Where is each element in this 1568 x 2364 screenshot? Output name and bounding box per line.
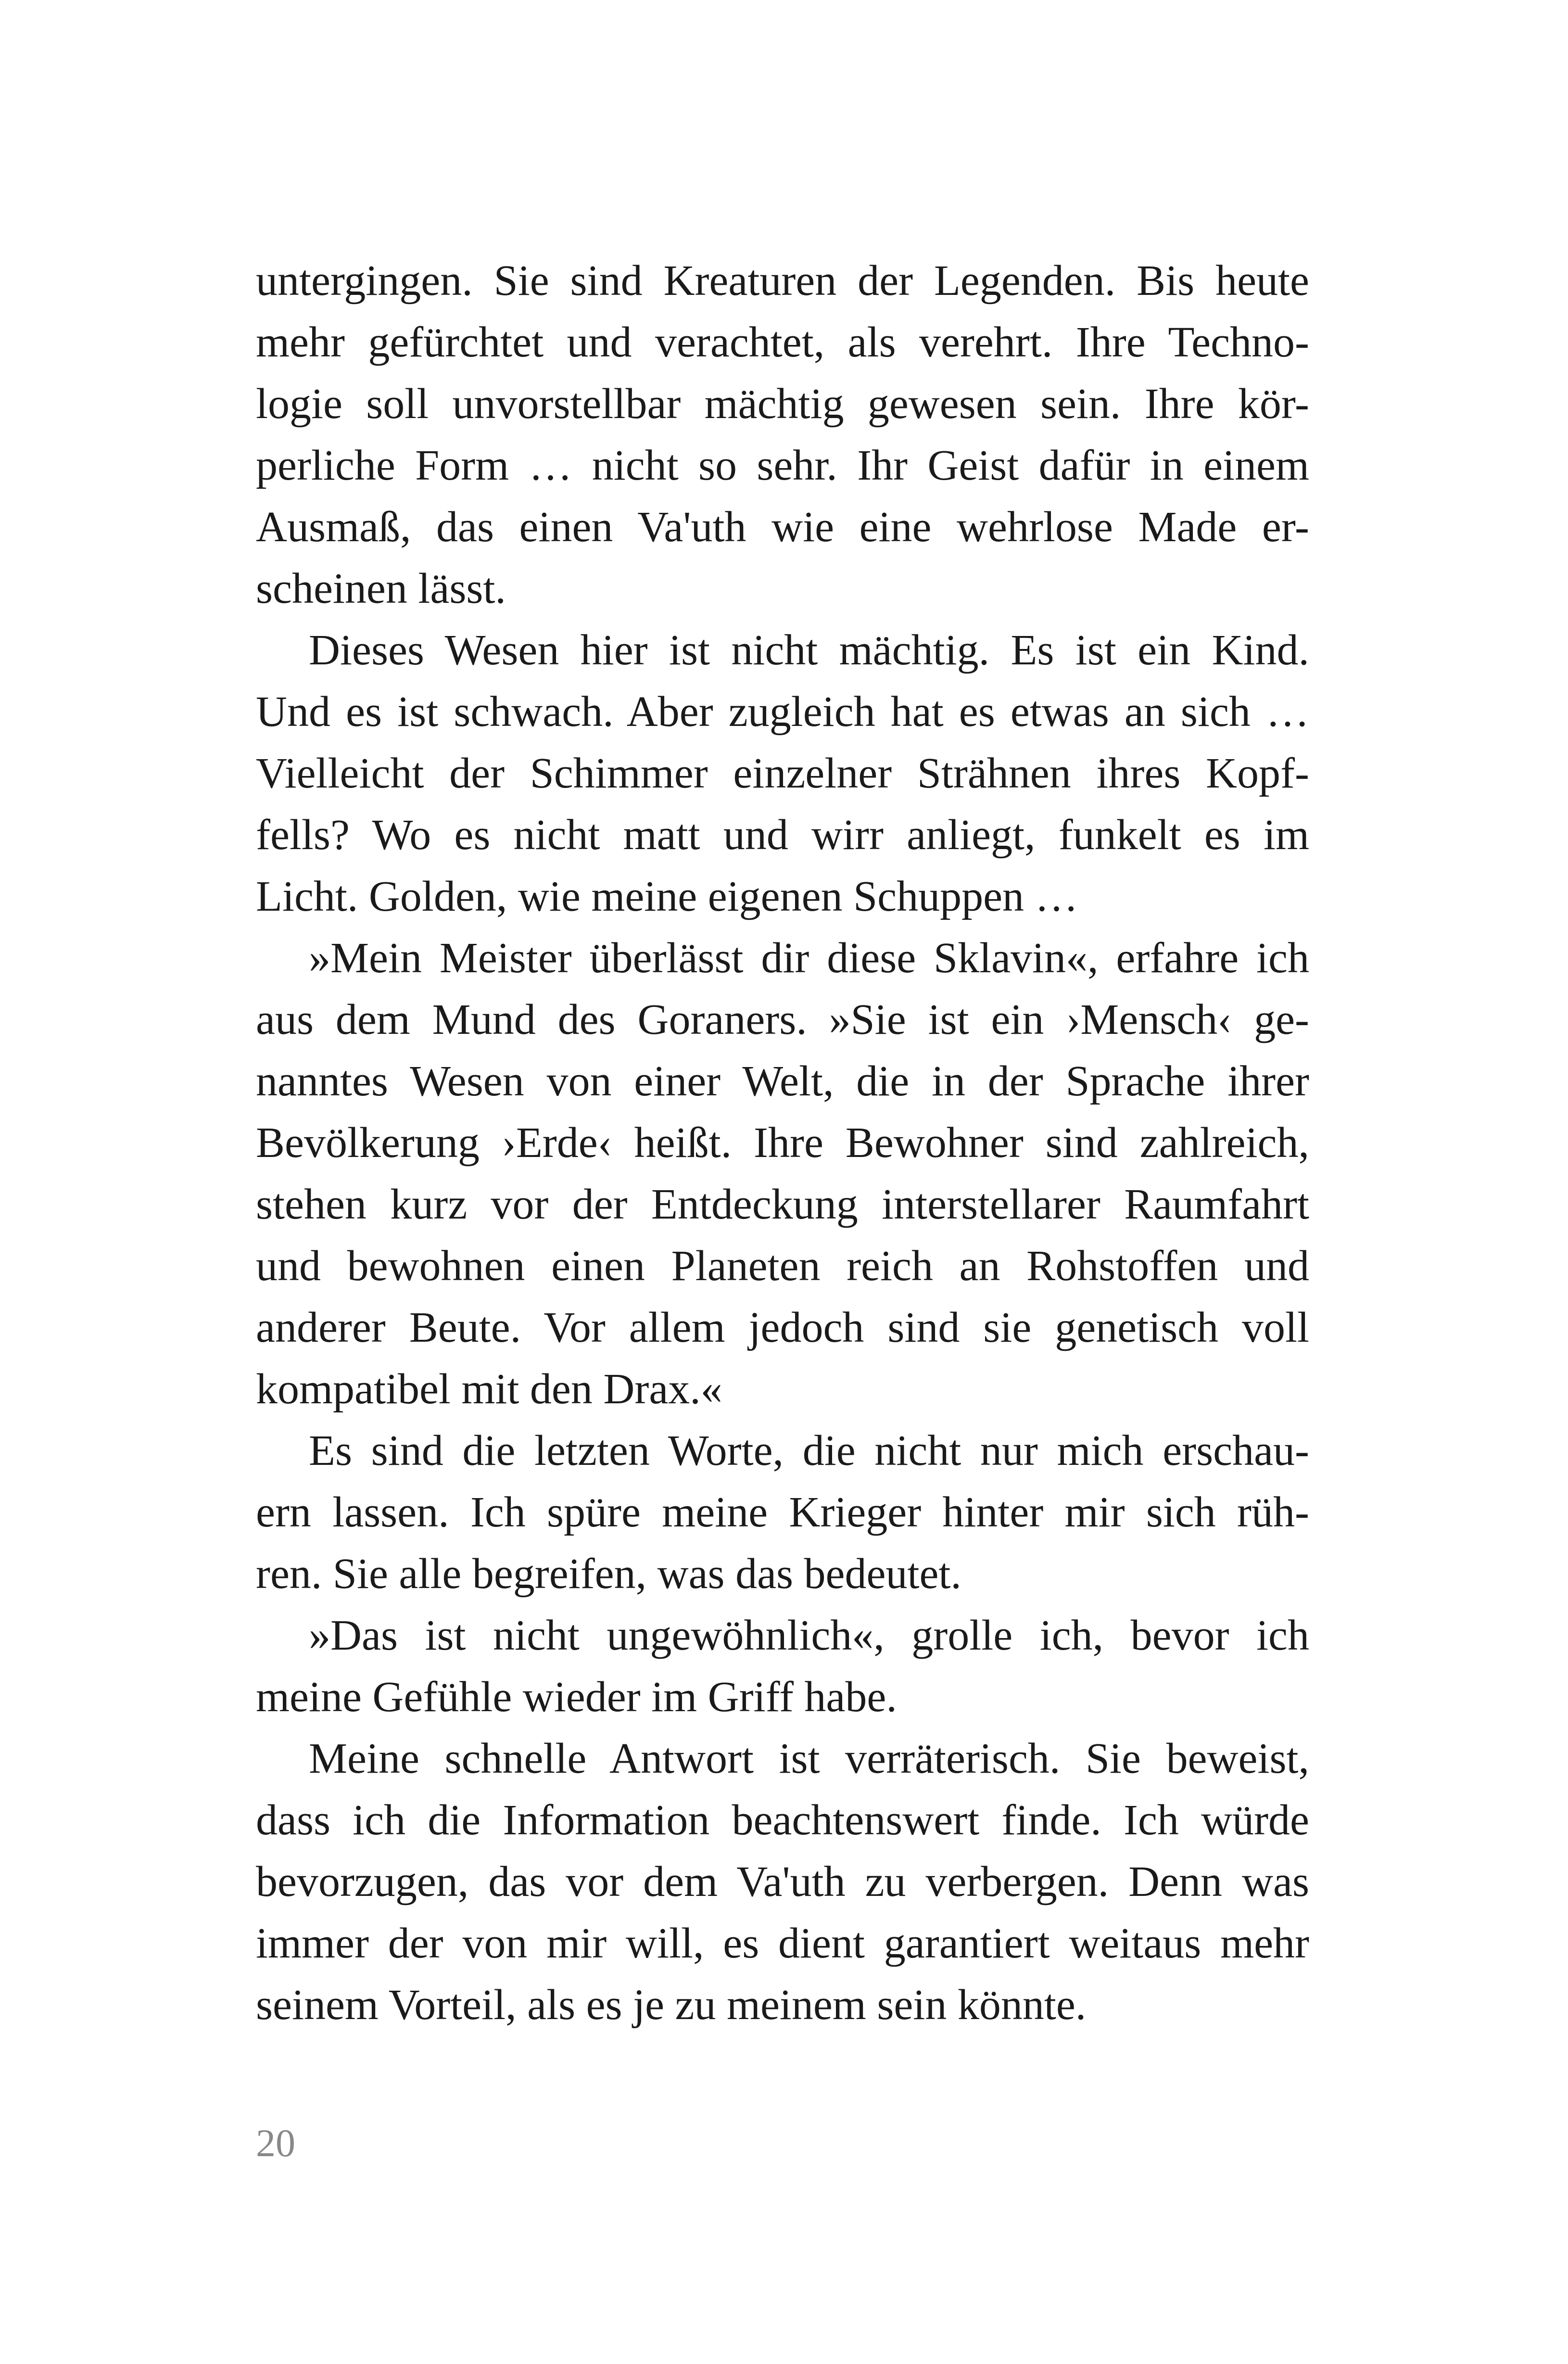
paragraph-1 bbox=[256, 250, 1309, 620]
text-line: anderer Beute. Vor allem jedoch sind sie genetisch voll bbox=[256, 1304, 1309, 1351]
text-line: Licht. Golden, wie meine eigenen Schuppen … bbox=[256, 873, 1078, 920]
text-line: bevorzugen, das vor dem Va'uth zu verbergen. Denn was bbox=[256, 1858, 1309, 1906]
text-line: scheinen lässt. bbox=[256, 565, 506, 612]
text-line: ern lassen. Ich spüre meine Krieger hinter mir sich rüh- bbox=[256, 1488, 1309, 1536]
paragraph-4 bbox=[256, 1420, 1309, 1605]
text-line: aus dem Mund des Goraners. »Sie ist ein ›Mensch‹ ge- bbox=[256, 996, 1309, 1043]
text-line: und bewohnen einen Planeten reich an Rohstoffen und bbox=[256, 1242, 1309, 1290]
paragraph-6 bbox=[256, 1728, 1309, 2036]
text-line: nanntes Wesen von einer Welt, die in der Sprache ihrer bbox=[256, 1057, 1309, 1105]
text-line: Es sind die letzten Worte, die nicht nur mich erschau- bbox=[309, 1427, 1309, 1474]
text-line: Ausmaß, das einen Va'uth wie eine wehrlose Made er- bbox=[256, 503, 1309, 551]
body-text bbox=[256, 250, 1309, 2036]
text-line: Bevölkerung ›Erde‹ heißt. Ihre Bewohner sind zahlreich, bbox=[256, 1119, 1309, 1167]
text-line: meine Gefühle wieder im Griff habe. bbox=[256, 1673, 897, 1721]
text-line: stehen kurz vor der Entdeckung interstellarer Raumfahrt bbox=[256, 1181, 1309, 1228]
text-line: Meine schnelle Antwort ist verräterisch. Sie beweist, bbox=[309, 1735, 1309, 1782]
paragraph-5 bbox=[256, 1605, 1309, 1728]
paragraph-2 bbox=[256, 620, 1309, 928]
text-line: Und es ist schwach. Aber zugleich hat es etwas an sich … bbox=[256, 688, 1309, 736]
text-line: immer der von mir will, es dient garantiert weitaus mehr bbox=[256, 1919, 1309, 1967]
text-line: dass ich die Information beachtenswert finde. Ich würde bbox=[256, 1796, 1309, 1844]
text-line: »Das ist nicht ungewöhnlich«, grolle ich, bevor ich bbox=[309, 1612, 1309, 1659]
text-line: seinem Vorteil, als es je zu meinem sein könnte. bbox=[256, 1981, 1087, 2029]
page-number: 20 bbox=[256, 2121, 295, 2165]
text-line: mehr gefürchtet und verachtet, als verehrt. Ihre Techno- bbox=[256, 318, 1309, 366]
paragraph-3 bbox=[256, 928, 1309, 1420]
text-line: ren. Sie alle begreifen, was das bedeutet. bbox=[256, 1550, 961, 1598]
text-line: Vielleicht der Schimmer einzelner Strähnen ihres Kopf- bbox=[256, 750, 1309, 797]
text-line: logie soll unvorstellbar mächtig gewesen sein. Ihre kör- bbox=[256, 380, 1309, 428]
text-line: Dieses Wesen hier ist nicht mächtig. Es ist ein Kind. bbox=[309, 626, 1309, 674]
text-line: »Mein Meister überlässt dir diese Sklavin«, erfahre ich bbox=[309, 934, 1309, 982]
text-line: fells? Wo es nicht matt und wirr anliegt, funkelt es im bbox=[256, 811, 1309, 859]
text-line: untergingen. Sie sind Kreaturen der Legenden. Bis heute bbox=[256, 257, 1309, 305]
text-line: perliche Form … nicht so sehr. Ihr Geist dafür in einem bbox=[256, 442, 1309, 489]
text-line: kompatibel mit den Drax.« bbox=[256, 1365, 722, 1413]
